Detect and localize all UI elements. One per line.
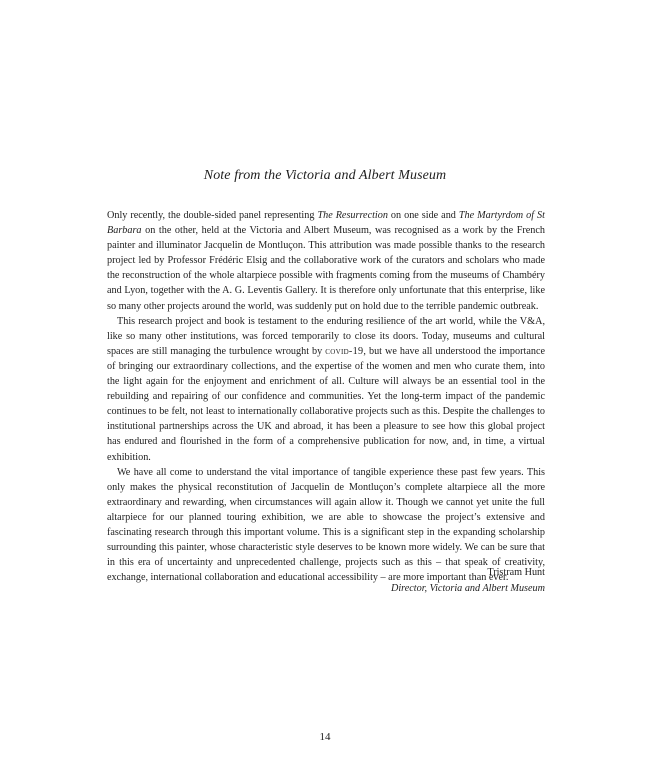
signatory-name: Tristram Hunt bbox=[487, 567, 545, 578]
paragraph-2 bbox=[107, 314, 545, 465]
text-segment: We have all come to understand the vital importance of tangible experience these past few years. This only makes the physical reconstitution of Jacquelin de Montluçon’s complete altarpiece all the more extraordinary and rewarding, when circumstances will again allow it. Though we cannot yet unite the full altarpiece for our planned touring exhibition, we are able to showcase the project’s extensive and fascinating research through this important volume. This is a significant step in the expanding scholarship surrounding this painter, whose characteristic style deserves to be known more widely. We can be sure that in this era of uncertainty and unprecedented challenge, projects such as this – that speak of creativity, exchange, international collaboration and educational accessibility – are more important than ever. bbox=[107, 466, 545, 584]
artwork-title-resurrection: The Resurrection bbox=[317, 210, 388, 221]
artwork-title-martyrdom: The Martyrdom of St Barbara bbox=[107, 210, 545, 237]
text-segment: on the other, held at the Victoria and Albert Museum, was recognised as a work by the French painter and illuminator Jacquelin de Montluçon. This attribution was made possible thanks to the research project led by Professor Frédéric Elsig and the collaborative work of the curators and scholars who made the reconstruction of the whole altarpiece possible with fragments coming from the museums of Chambéry and Lyon, together with the A. G. Leventis Gallery. It is therefore only unfortunate that this enterprise, like so many other projects around the world, was suddenly put on hold due to the terrible pandemic outbreak. bbox=[107, 225, 545, 312]
body-text bbox=[107, 208, 545, 585]
text-segment: on one side and bbox=[387, 210, 459, 221]
text-segment: , but we have all understood the importance of bringing our extraordinary collections, and the expertise of the women and men who curate them, into the light again for the enjoyment and enrichment of all. Culture will always be an essential tool in the rebuilding and repairing of our confidence and communities. Yet the long-term impact of the pandemic continues to be felt, not least to internationally collaborative projects such as this. Despite the challenges to institutional partnerships across the UK and abroad, it has been a pleasure to see how this global project has endured and flourished in the form of a comprehensive publication for now, and, in time, a virtual exhibition. bbox=[107, 345, 545, 463]
paragraph-1 bbox=[107, 208, 545, 314]
covid-term: covid-19 bbox=[325, 345, 364, 357]
signatory-role: Director, Victoria and Albert Museum bbox=[390, 582, 545, 594]
page-number: 14 bbox=[319, 731, 331, 743]
signature-block bbox=[391, 565, 545, 596]
text-segment: Only recently, the double-sided panel representing bbox=[107, 210, 318, 221]
page-title: Note from the Victoria and Albert Museum bbox=[203, 168, 447, 183]
text-segment: This research project and book is testament to the enduring resilience of the art world, while the V&A, like so many other institutions, was forced temporarily to close its doors. Today, museums and cultural spaces are still managing the turbulence wrought by bbox=[107, 315, 545, 357]
